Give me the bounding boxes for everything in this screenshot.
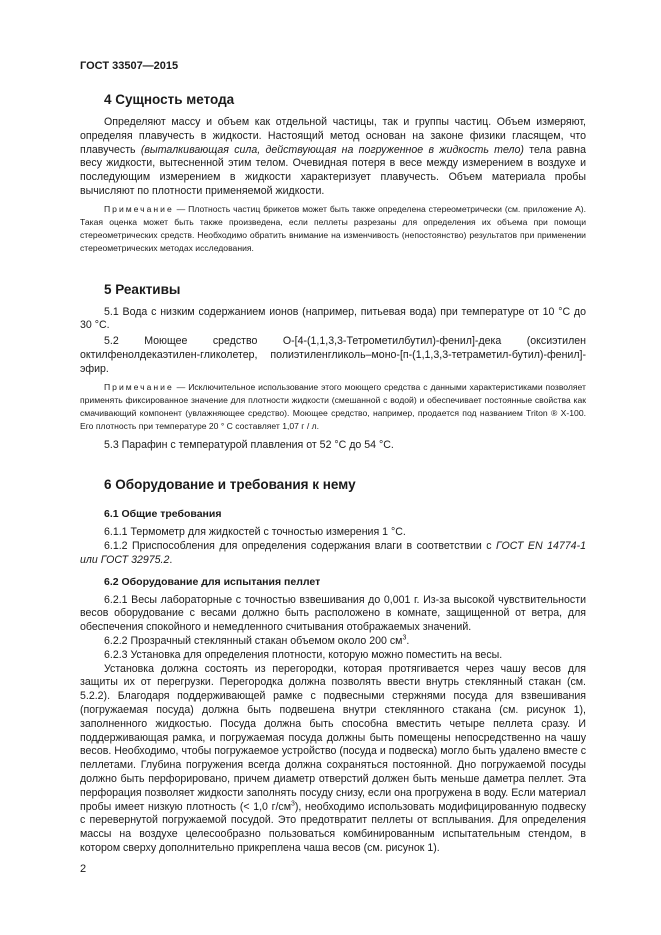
text: . bbox=[169, 553, 173, 566]
section-5-note bbox=[80, 381, 586, 434]
text: Установка должна состоять из перегородки, которая протягивается через чашу весов для защиты их от перегрузки. Перегородка должна позволять ввести внутрь стеклянный стакан (см. 5.2.2). Благодаря поддерживающей рамке с подвесными стержнями посуда для взвешивания (погружаемая посуда) должна быть подвешена внутри стеклянного стакана (см. рисунок 1), заполненного жидкостью. Посуда должна быть способна вместить четыре пеллета сразу. И поддерживающая рамка, и погружаемая посуда должны быть помещены непосредственно на чашу весов. Необходимо, чтобы погружаемое устройство (посуда и подвеска) могло быть удалено вместе с пеллетами. Глубина погружения всегда должна сохраняться постоянной. Дно погружаемой посуды должно быть перфорировано, причем диаметр отверстий должен быть меньше даметра пеллет. Эта перфорация позволяет жидкости заполнять посуду снизу, если она прогружена в воду. Если материал пробы имеет низкую плотность (< 1,0 г/см bbox=[80, 662, 586, 813]
paragraph-6-2-1: 6.2.1 Весы лабораторные с точностью взвешивания до 0,001 г. Из-за высокой чувствительности весов оборудование с весами должно быть расположено в комнате, защищенной от ветра, для обеспечения спокойного и немедленного считывания отображаемых значений. bbox=[80, 593, 586, 634]
subsection-6-2-title: 6.2 Оборудование для испытания пеллет bbox=[104, 575, 321, 588]
section-4-note bbox=[80, 203, 586, 256]
paragraph-6-2-3: 6.2.3 Установка для определения плотности, которую можно поместить на весы. bbox=[104, 648, 503, 661]
text: Определяют массу и объем как отдельной частицы, так и группы частиц. Объем измеряют, определяя плавучесть в жидкости. Настоящий метод основан на законе физики гласящем, что плавучесть bbox=[80, 116, 586, 156]
note-label: Примечание bbox=[104, 381, 174, 392]
text: тела равна весу жидкости, вытесненной этим телом. Очевидная потеря в весе между измерением в воздухе и последующим измерением в жидкости характеризует плавучесть. Объем материала пробы вычисляют по плотности применяемой жидкости. bbox=[80, 143, 587, 197]
note-text: — Плотность частиц брикетов может быть также определена стереометрически (см. приложение А). Такая оценка может быть также произведена, если пеллеты разрезаны для определения их объема при помощи стереометрических средств. Необходимо обратить внимание на изменчивость (непостоянство) результатов при применении стереометрических методах исследования. bbox=[80, 203, 586, 254]
section-4-paragraph bbox=[80, 116, 586, 199]
paragraph-6-1-1: 6.1.1 Термометр для жидкостей с точностью измерения 1 °С. bbox=[104, 526, 406, 539]
italic-text: (выталкивающая сила, действующая на погруженное в жидкость тело) bbox=[140, 143, 524, 156]
note-text: — Исключительное использование этого моющего средства с данными характеристиками позволяет применять фиксированное значение для плотности жидкости (смешанной с водой) и обеспечивает постоянные свойства как смачивающий компонент (увлажняющее средство). Моющее средство, например, продается под названием Triton ® X-100. Его плотность при температуре 20 ° С составляет 1,07 г / л. bbox=[80, 381, 586, 432]
text: 6.2.2 Прозрачный стеклянный стакан объемом около 200 см bbox=[104, 634, 403, 647]
section-5-title: 5 Реактивы bbox=[104, 281, 181, 297]
text: . bbox=[406, 634, 410, 647]
subsection-6-1-title: 6.1 Общие требования bbox=[104, 508, 222, 521]
note-label: Примечание bbox=[104, 203, 174, 214]
paragraph-6-1-2 bbox=[80, 540, 586, 568]
section-6-title: 6 Оборудование и требования к нему bbox=[104, 477, 356, 493]
document-header: ГОСТ 33507—2015 bbox=[80, 60, 179, 72]
section-4-title: 4 Сущность метода bbox=[104, 92, 235, 107]
paragraph-5-2: 5.2 Моющее средство О-[4-(1,1,3,3-Тетрометилбутил)-фенил]-дека (оксиэтилен октилфенолдекаэтилен-гликолетер, полиэтиленгликоль–моно-[п-(1,1,3,3-тетраметил-бутил)-фенил]-эфир. bbox=[80, 335, 586, 375]
paragraph-6-2-3-details bbox=[80, 663, 586, 856]
page-number: 2 bbox=[80, 862, 87, 875]
text: 6.1.2 Приспособления для определения содержания влаги в соответствии с bbox=[104, 539, 497, 552]
paragraph-5-3: 5.3 Парафин с температурой плавления от 52 °С до 54 °С. bbox=[104, 439, 394, 452]
superscript: 3 bbox=[402, 634, 407, 642]
italic-reference: ГОСТ EN 14774-1 или ГОСТ 32975.2 bbox=[80, 539, 586, 566]
superscript: 3 bbox=[290, 800, 295, 807]
text: ), необходимо использовать модифицированную подвеску с перевернутой погружаемой посудой. Это предотвратит пеллеты от всплывания. Для определения массы на воздухе целесообразно пользоваться комбинированным испытательным стендом, в котором сверху дополнительно прикреплена чаша весов (см. рисунок 1). bbox=[80, 800, 586, 854]
paragraph-5-1: 5.1 Вода с низким содержанием ионов (например, питьевая вода) при температуре от 10 °С до 30 °С. bbox=[80, 305, 586, 332]
document-page bbox=[80, 0, 586, 916]
paragraph-6-2-2 bbox=[80, 635, 586, 649]
